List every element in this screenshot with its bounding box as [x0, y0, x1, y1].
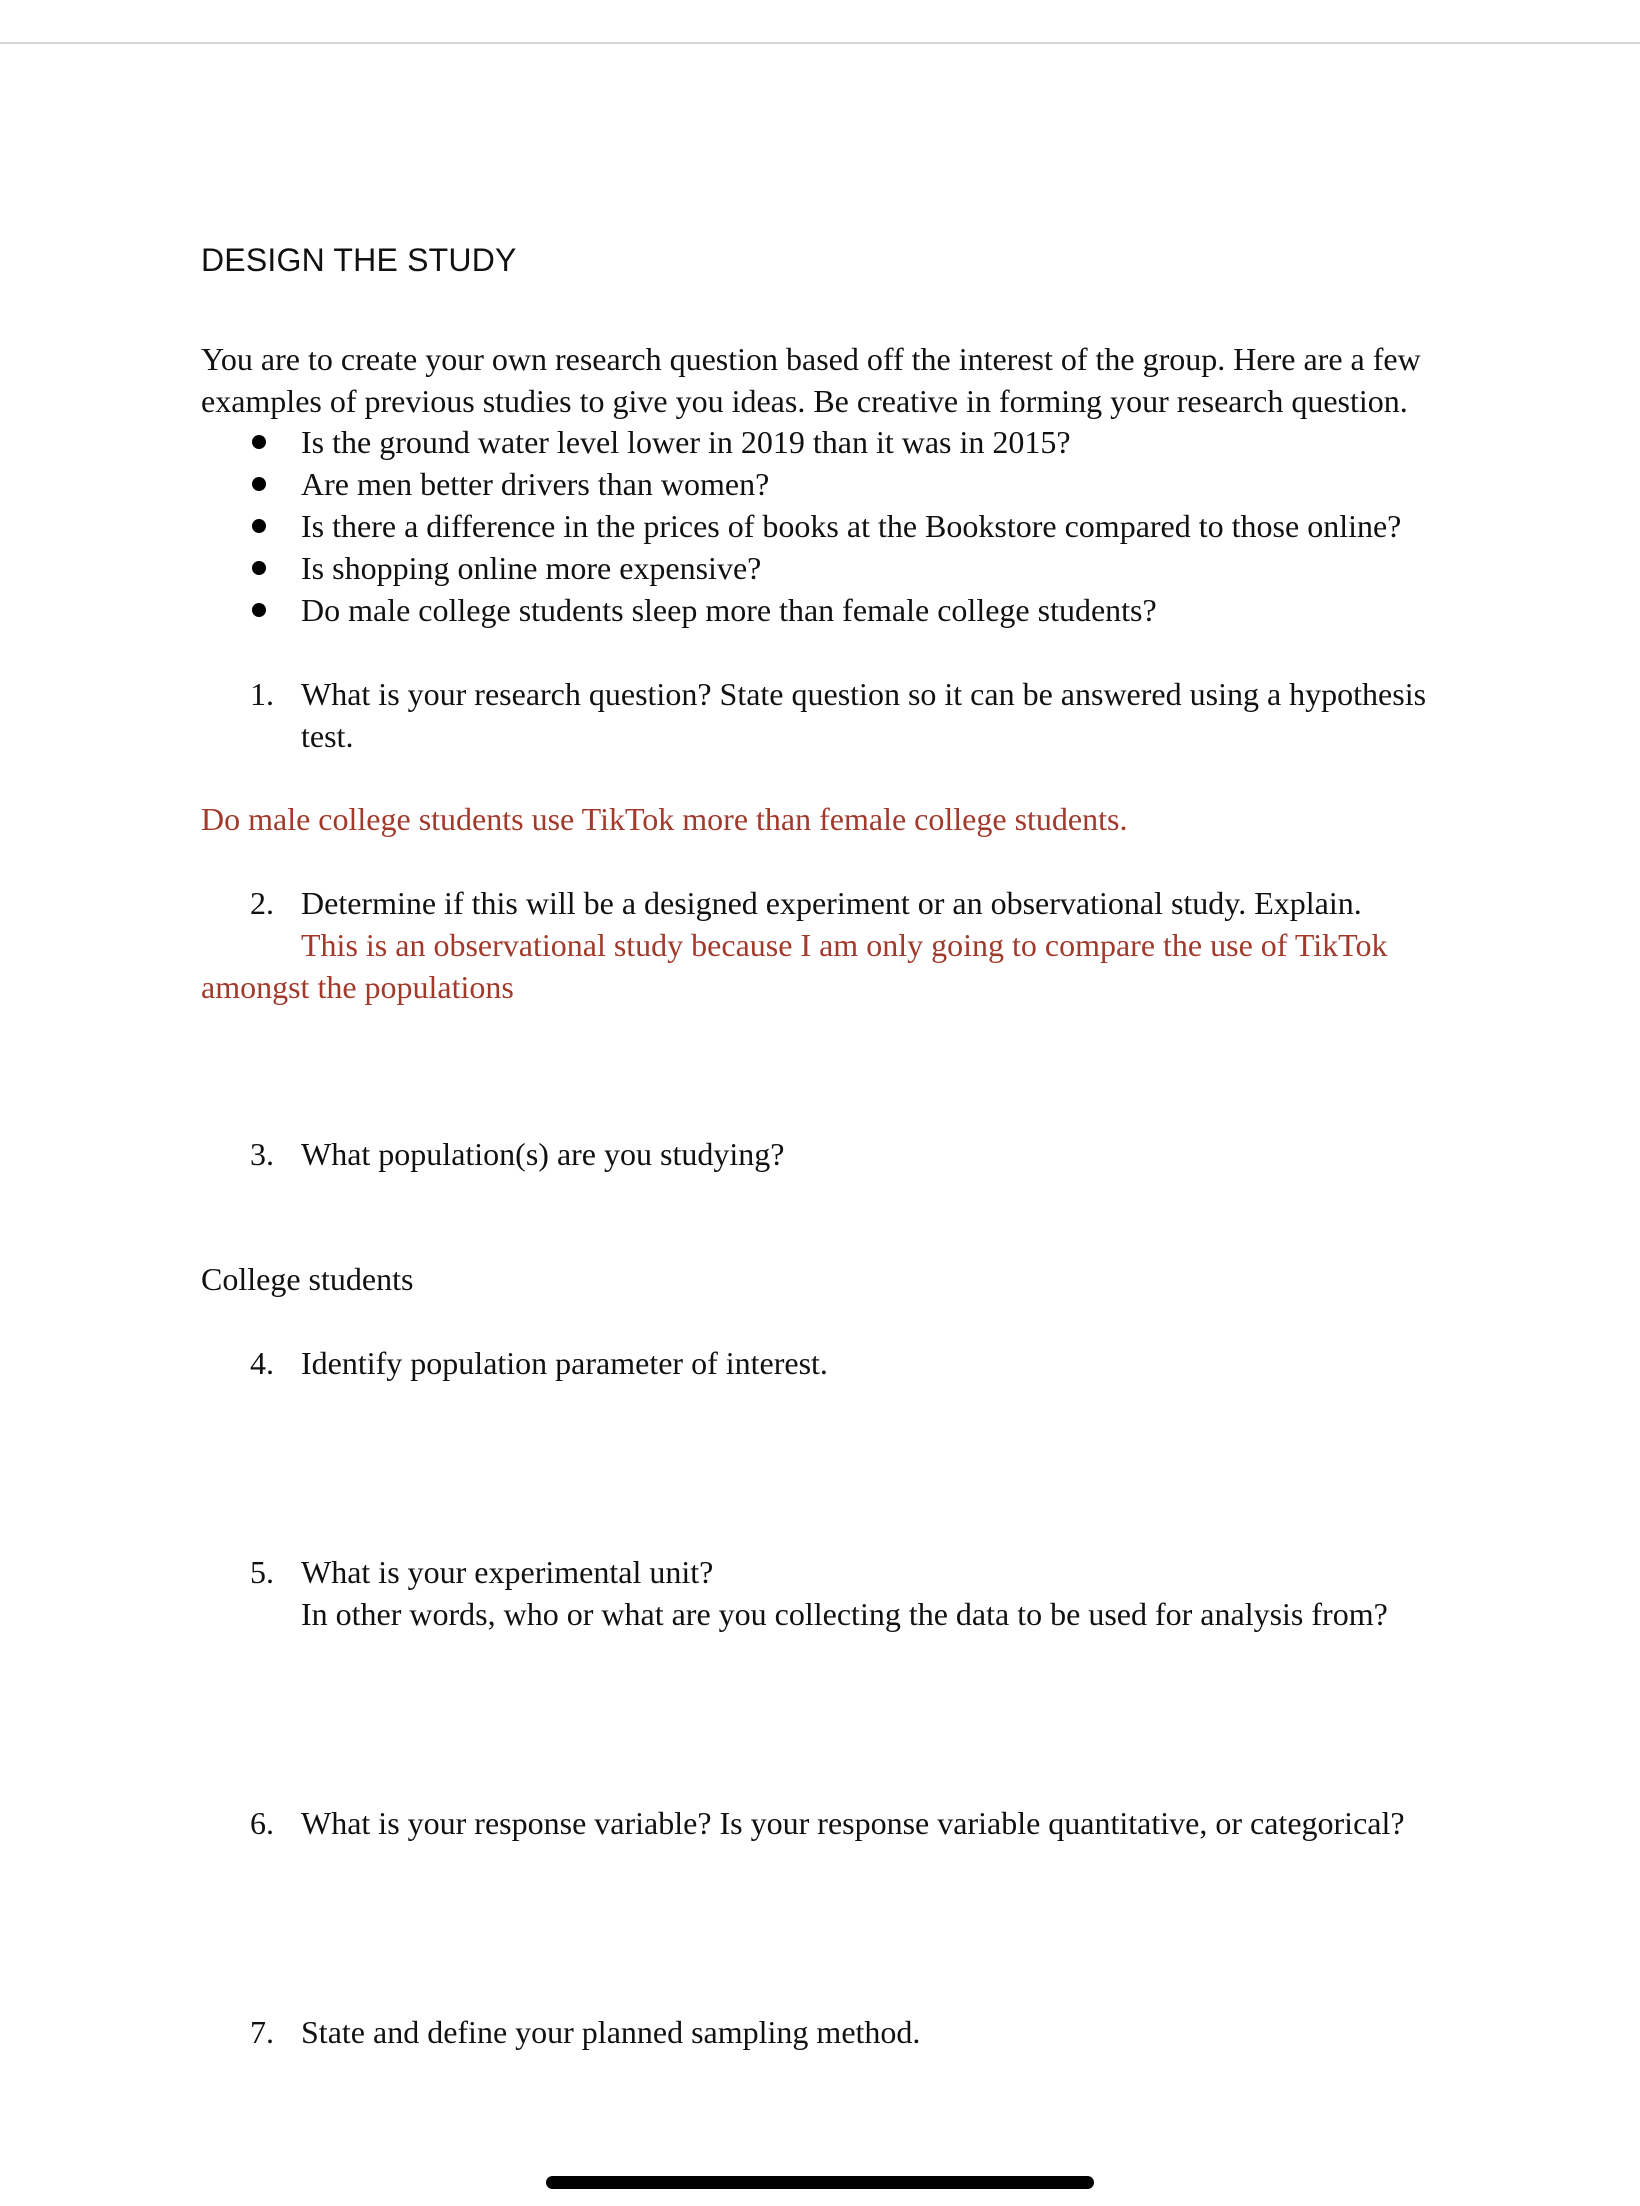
question-text-cont: In other words, who or what are you collecting the data to be used for analysis from?	[301, 1596, 1388, 1632]
question-text: State and define your planned sampling method.	[301, 2014, 921, 2050]
bullet-icon	[252, 561, 266, 575]
question-number: 7.	[250, 2014, 274, 2050]
example-text: Is there a difference in the prices of books at the Bookstore compared to those online?	[301, 508, 1402, 544]
bullet-icon	[252, 477, 266, 491]
home-indicator-bar[interactable]	[546, 2176, 1094, 2189]
question-number: 4.	[250, 1345, 274, 1381]
bullet-icon	[252, 435, 266, 449]
page-title: DESIGN THE STUDY	[201, 242, 517, 278]
question-text: Identify population parameter of interest.	[301, 1345, 828, 1381]
answer-3: College students	[201, 1261, 414, 1297]
question-text-cont: test.	[301, 718, 354, 754]
question-text: What is your research question? State question so it can be answered using a hypothesis	[301, 676, 1427, 712]
answer-1: Do male college students use TikTok more than female college students.	[201, 801, 1128, 837]
answer-2-line-1: This is an observational study because I am only going to compare the use of TikTok	[301, 927, 1388, 963]
question-text: What population(s) are you studying?	[301, 1136, 785, 1172]
example-text: Are men better drivers than women?	[301, 466, 770, 502]
question-number: 2.	[250, 885, 274, 921]
question-number: 3.	[250, 1136, 274, 1172]
question-number: 5.	[250, 1554, 274, 1590]
question-text: What is your response variable? Is your response variable quantitative, or categorical?	[301, 1805, 1405, 1841]
example-text: Do male college students sleep more than female college students?	[301, 592, 1157, 628]
example-text: Is the ground water level lower in 2019 than it was in 2015?	[301, 424, 1071, 460]
answer-2-line-2: amongst the populations	[201, 969, 514, 1005]
bullet-icon	[252, 603, 266, 617]
example-text: Is shopping online more expensive?	[301, 550, 762, 586]
intro-line-1: You are to create your own research question based off the interest of the group. Here are a few	[201, 341, 1421, 377]
question-text: Determine if this will be a designed experiment or an observational study. Explain.	[301, 885, 1362, 921]
question-text: What is your experimental unit?	[301, 1554, 714, 1590]
question-number: 6.	[250, 1805, 274, 1841]
bullet-icon	[252, 519, 266, 533]
intro-line-2: examples of previous studies to give you ideas. Be creative in forming your research question.	[201, 383, 1408, 419]
question-number: 1.	[250, 676, 274, 712]
